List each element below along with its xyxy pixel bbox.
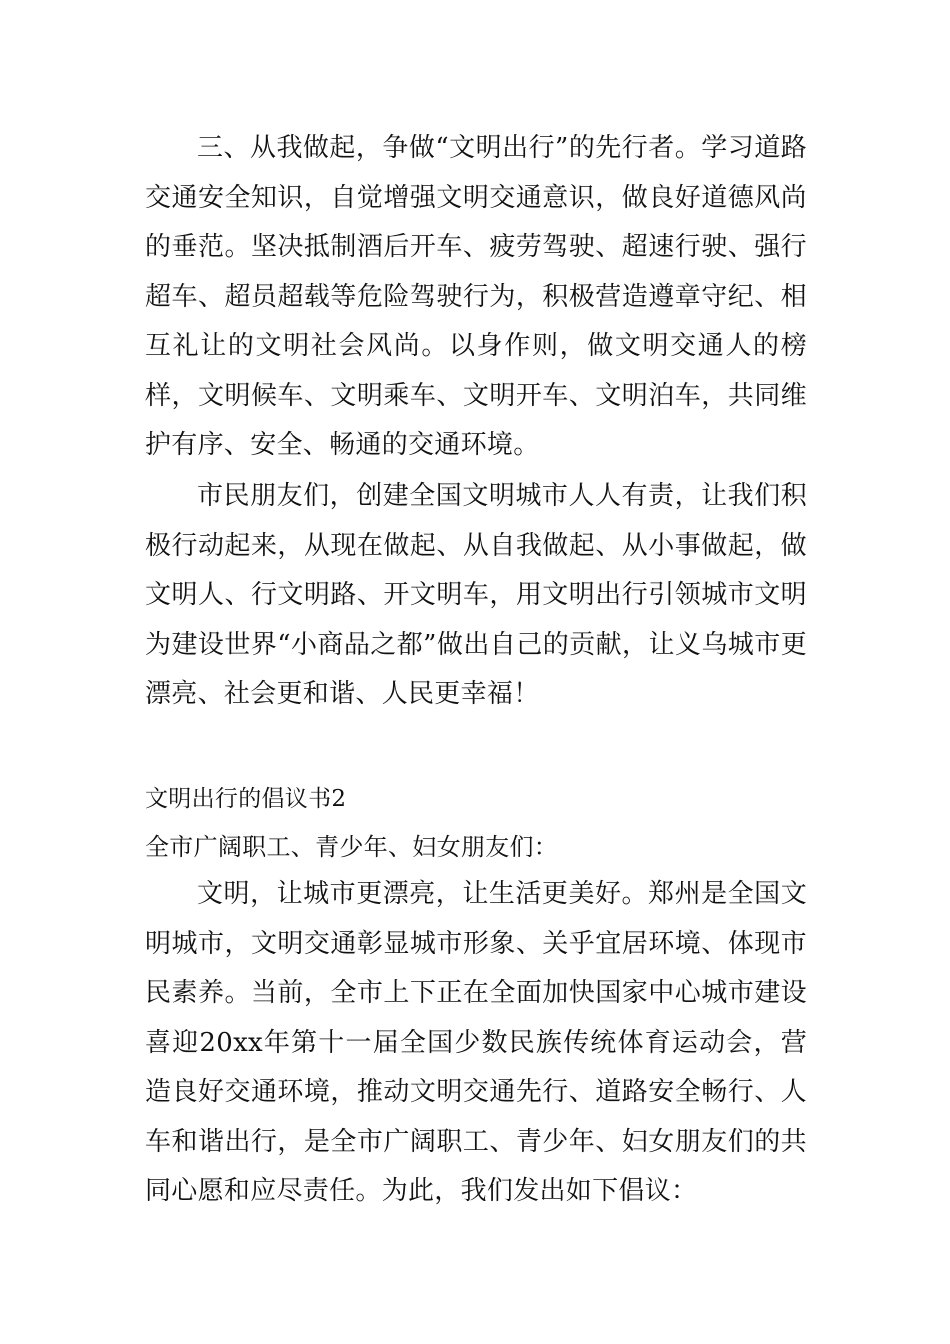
paragraph-citizens-call: 市民朋友们，创建全国文明城市人人有责，让我们积极行动起来，从现在做起、从自我做起、从小事做起，做文明人、行文明路、开文明车，用文明出行引领城市文明为建设世界“小商品之都”做出自己的贡献，让义乌城市更漂亮、社会更和谐、人民更幸福！ (145, 481, 807, 709)
section-title: 文明出行的倡议书2 (145, 786, 347, 812)
paragraph-start-from-myself: 三、从我做起，争做“文明出行”的先行者。学习道路交通安全知识，自觉增强文明交通意识，做良好道德风尚的垂范。坚决抵制酒后开车、疲劳驾驶、超速行驶、强行超车、超员超载等危险驾驶行为，积极营造遵章守纪、相互礼让的文明社会风尚。以身作则，做文明交通人的榜样，文明候车、文明乘车、文明开车、文明泊车，共同维护有序、安全、畅通的交通环境。 (145, 133, 807, 460)
paragraph-civilization-intro: 文明，让城市更漂亮，让生活更美好。郑州是全国文明城市，文明交通彰显城市形象、关乎宜居环境、体现市民素养。当前，全市上下正在全面加快国家中心城市建设喜迎20xx年第十一届全国少数民族传统体育运动会，营造良好交通环境，推动文明交通先行、道路安全畅行、人车和谐出行，是全市广阔职工、青少年、妇女朋友们的共同心愿和应尽责任。为此，我们发出如下倡议： (145, 879, 807, 1206)
salutation: 全市广阔职工、青少年、妇女朋友们： (145, 833, 559, 861)
